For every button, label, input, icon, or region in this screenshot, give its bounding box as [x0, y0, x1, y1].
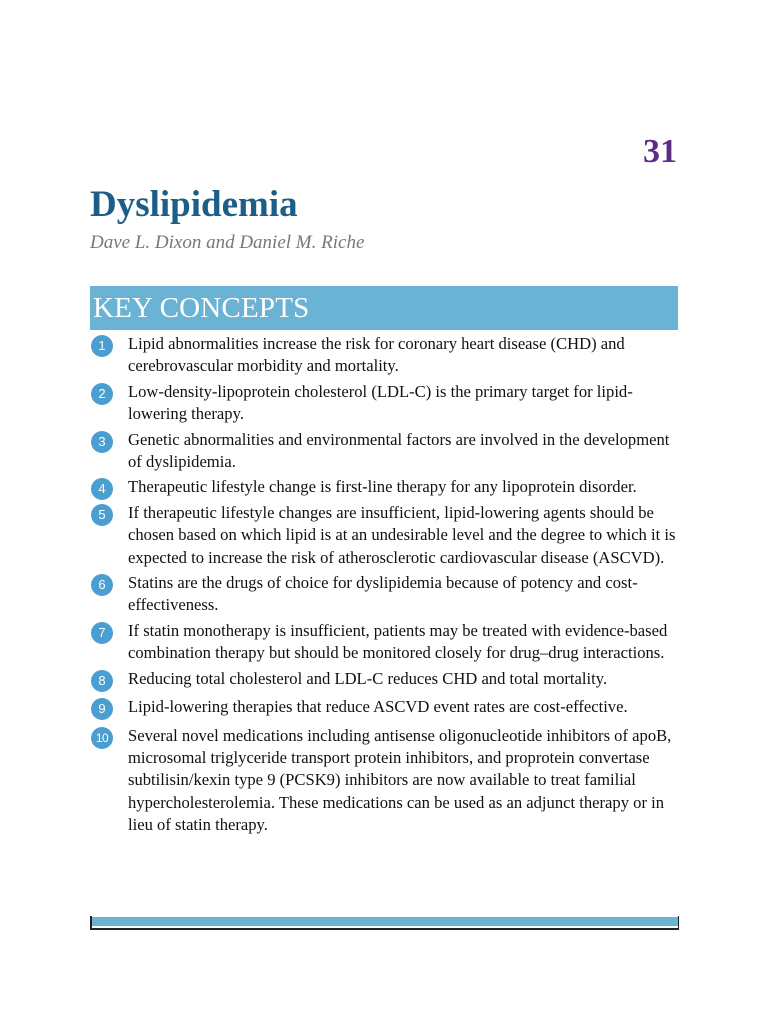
concept-text: Statins are the drugs of choice for dyslipidemia because of potency and cost-effectiveness. — [128, 573, 638, 615]
concept-item-6 — [90, 572, 680, 617]
chapter-number: 31 — [643, 133, 677, 170]
concept-number-badge: 6 — [91, 574, 113, 596]
concept-item-1 — [90, 333, 680, 378]
concept-number-badge: 8 — [91, 670, 113, 692]
concept-text: Low-density-lipoprotein cholesterol (LDL-C) is the primary target for lipid-lowering therapy. — [128, 381, 633, 424]
key-concepts-heading: KEY CONCEPTS — [93, 292, 310, 324]
section-end-left-tick — [90, 916, 92, 930]
concept-text: Reducing total cholesterol and LDL-C reduces CHD and total mortality. — [128, 668, 608, 688]
concept-item-8 — [90, 668, 680, 690]
concept-number-badge: 1 — [91, 335, 113, 357]
concept-text: Genetic abnormalities and environmental factors are involved in the development of dyslipidemia. — [128, 429, 670, 472]
concept-item-2 — [90, 381, 680, 426]
concept-text: If statin monotherapy is insufficient, patients may be treated with evidence-based combination therapy but should be monitored closely for drug–drug interactions. — [128, 620, 668, 663]
key-concepts-list — [90, 333, 680, 840]
concept-item-5 — [90, 502, 680, 569]
chapter-authors: Dave L. Dixon and Daniel M. Riche — [90, 232, 365, 253]
concept-number-badge: 2 — [91, 383, 113, 405]
concept-number-badge: 5 — [91, 504, 113, 526]
section-end-line — [90, 928, 679, 930]
section-end-right-tick — [678, 916, 680, 930]
concept-text: Several novel medications including antisense oligonucleotide inhibitors of apoB, microsomal triglyceride transport protein inhibitors, and proprotein convertase subtilisin/kexin type 9 (PCSK9) inhibitors are now available to treat familial hypercholesterolemia. These medications can be used as an adjunct therapy or in lieu of statin therapy. — [128, 725, 672, 835]
concept-number-badge: 7 — [91, 622, 113, 644]
concept-number-badge: 10 — [91, 727, 113, 749]
concept-item-7 — [90, 620, 680, 665]
concept-number-badge: 9 — [91, 698, 113, 720]
concept-text: Lipid abnormalities increase the risk for coronary heart disease (CHD) and cerebrovascular morbidity and mortality. — [128, 334, 625, 376]
concept-item-4 — [90, 476, 680, 498]
concept-text: If therapeutic lifestyle changes are insufficient, lipid-lowering agents should be chosen based on which lipid is at an undesirable level and the degree to which it is expected to increase the risk of atherosclerotic cardiovascular disease (ASCVD). — [128, 502, 676, 567]
concept-item-10 — [90, 725, 680, 837]
concept-text: Therapeutic lifestyle change is first-line therapy for any lipoprotein disorder. — [128, 477, 637, 497]
section-end-rule — [90, 916, 679, 930]
concept-number-badge: 3 — [91, 431, 113, 453]
key-concepts-banner — [90, 286, 678, 330]
concept-item-9 — [90, 696, 680, 718]
concept-number-badge: 4 — [91, 478, 113, 500]
chapter-title: Dyslipidemia — [90, 184, 298, 225]
section-end-bar — [90, 917, 679, 926]
concept-text: Lipid-lowering therapies that reduce ASCVD event rates are cost-effective. — [128, 697, 628, 717]
concept-item-3 — [90, 429, 680, 474]
